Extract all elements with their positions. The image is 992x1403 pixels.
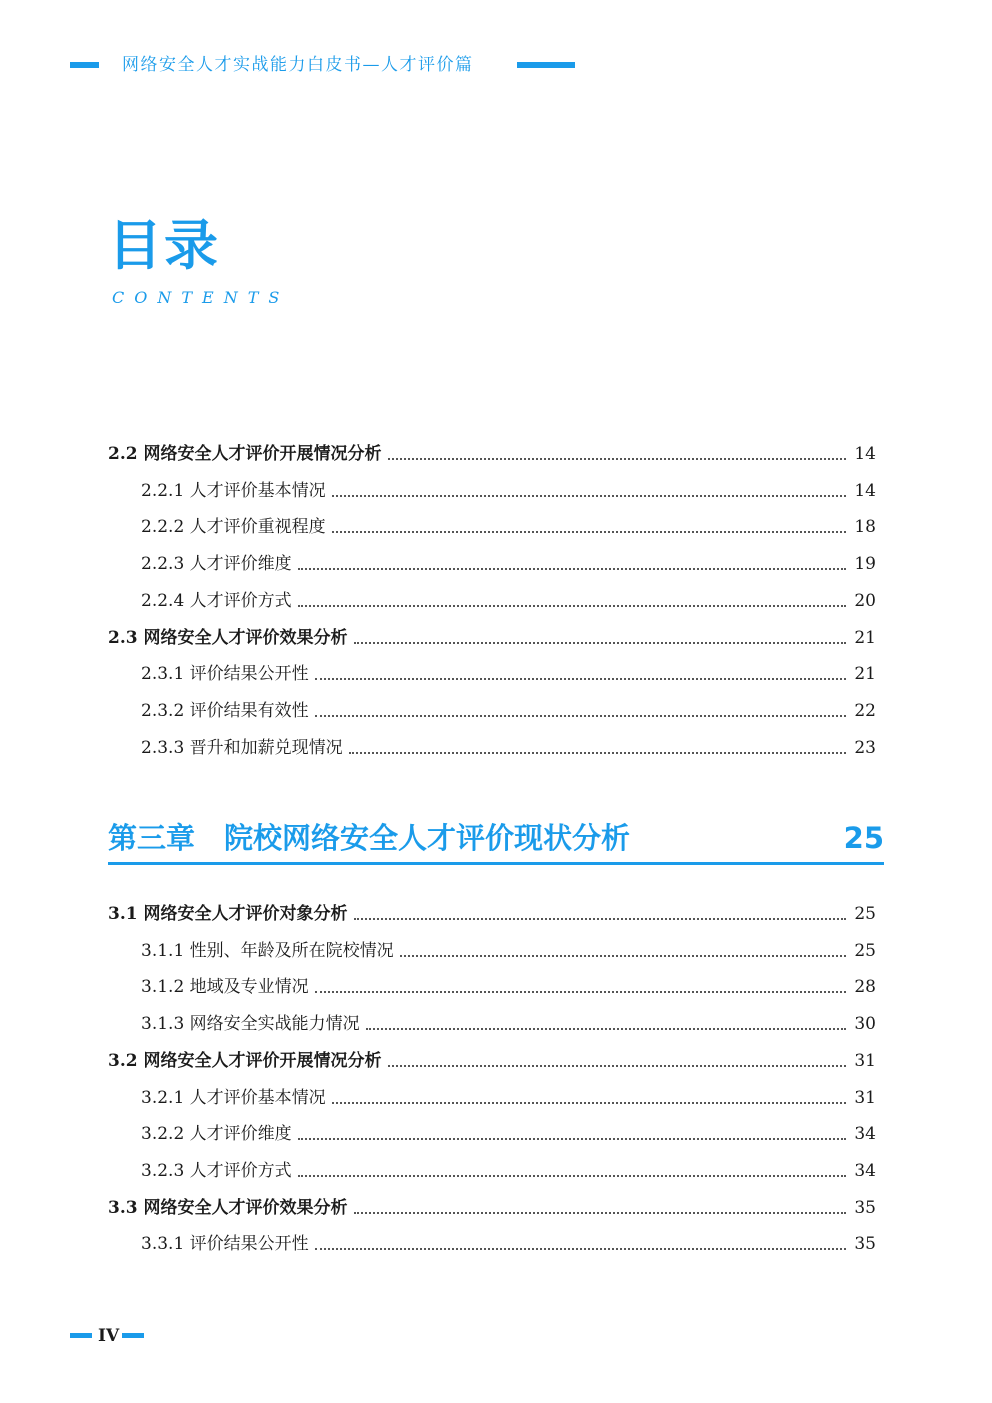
toc-section-entry[interactable] (108, 1049, 876, 1073)
toc-entry-label: 3.3 网络安全人才评价效果分析 (108, 1197, 348, 1218)
toc-entry-page: 34 (854, 1124, 876, 1145)
toc-dot-leader (298, 605, 846, 607)
toc-subsection-entry[interactable] (108, 736, 876, 760)
toc-entry-label: 2.2.1 人才评价基本情况 (141, 480, 326, 501)
toc-dot-leader (298, 1138, 846, 1140)
toc-dot-leader (354, 642, 847, 644)
toc-dot-leader (354, 1212, 847, 1214)
toc-entry-page: 20 (854, 590, 876, 611)
header-bar-right (517, 62, 575, 68)
toc-entry-page: 23 (854, 737, 876, 758)
toc-dot-leader (332, 531, 846, 533)
toc-entry-label: 2.2 网络安全人才评价开展情况分析 (108, 444, 382, 464)
page-footer (70, 1324, 150, 1348)
footer-bar-right (122, 1333, 144, 1338)
toc-entry-page: 25 (854, 940, 876, 961)
toc-subsection-entry[interactable] (108, 1232, 876, 1256)
toc-dot-leader (315, 991, 846, 993)
toc-entry-label: 2.3.1 评价结果公开性 (141, 664, 309, 685)
toc-entry-page: 35 (854, 1234, 876, 1255)
toc-subsection-entry[interactable] (108, 479, 876, 503)
toc-subsection-entry[interactable] (108, 1086, 876, 1110)
toc-entry-page: 21 (854, 664, 876, 685)
toc-entry-page: 34 (854, 1160, 876, 1181)
toc-section-entry[interactable] (108, 902, 876, 926)
toc-entry-label: 3.2.3 人才评价方式 (141, 1160, 292, 1181)
toc-subsection-entry[interactable] (108, 515, 876, 539)
toc-entry-label: 2.3 网络安全人才评价效果分析 (108, 627, 348, 648)
toc-entry-page: 35 (854, 1197, 876, 1218)
toc-dot-leader (315, 715, 846, 717)
toc-dot-leader (354, 918, 847, 920)
toc-dot-leader (388, 458, 847, 460)
footer-page-number: IV (98, 1326, 120, 1346)
toc-entry-label: 2.2.4 人才评价方式 (141, 590, 292, 611)
chapter-underline (108, 862, 884, 865)
toc-entry-label: 3.3.1 评价结果公开性 (141, 1234, 309, 1255)
toc-entry-page: 19 (854, 554, 876, 575)
header-title: 网络安全人才实战能力白皮书—人才评价篇 (122, 55, 474, 75)
toc-entry-page: 14 (854, 480, 876, 501)
toc-entry-page: 31 (854, 1087, 876, 1108)
toc-subsection-entry[interactable] (108, 975, 876, 999)
toc-entry-page: 18 (854, 517, 876, 538)
toc-entry-page: 28 (854, 977, 876, 998)
toc-entry-page: 14 (854, 444, 876, 464)
chapter-title: 第三章 院校网络安全人才评价现状分析 (108, 821, 631, 855)
toc-entry-page: 22 (854, 700, 876, 721)
toc-entry-label: 3.2.2 人才评价维度 (141, 1124, 292, 1145)
toc-dot-leader (388, 1065, 847, 1067)
toc-dot-leader (332, 1102, 846, 1104)
toc-dot-leader (315, 678, 846, 680)
toc-subsection-entry[interactable] (108, 1122, 876, 1146)
toc-subsection-entry[interactable] (108, 1012, 876, 1036)
toc-entry-label: 2.3.3 晋升和加薪兑现情况 (141, 737, 343, 758)
toc-entry-label: 3.1.1 性别、年龄及所在院校情况 (141, 940, 394, 961)
header-bar-left (70, 62, 99, 68)
page-subtitle: CONTENTS (112, 288, 290, 307)
toc-entry-page: 31 (854, 1050, 876, 1071)
toc-section-entry[interactable] (108, 626, 876, 650)
toc-entry-label: 3.1 网络安全人才评价对象分析 (108, 904, 348, 924)
toc-dot-leader (332, 495, 846, 497)
toc-subsection-entry[interactable] (108, 589, 876, 613)
toc-dot-leader (315, 1248, 846, 1250)
toc-section-entry[interactable] (108, 1196, 876, 1220)
toc-entry-label: 2.2.2 人才评价重视程度 (141, 517, 326, 538)
toc-entry-page: 25 (854, 904, 876, 924)
toc-dot-leader (400, 955, 846, 957)
toc-subsection-entry[interactable] (108, 662, 876, 686)
running-header (70, 52, 576, 78)
toc-dot-leader (298, 568, 846, 570)
toc-entry-page: 30 (854, 1014, 876, 1035)
toc-entry-page: 21 (854, 627, 876, 648)
toc-entry-label: 2.2.3 人才评价维度 (141, 554, 292, 575)
toc-entry-label: 3.1.3 网络安全实战能力情况 (141, 1014, 360, 1035)
toc-dot-leader (298, 1175, 846, 1177)
chapter-page-number: 25 (843, 821, 884, 855)
toc-entry-label: 3.2 网络安全人才评价开展情况分析 (108, 1050, 382, 1071)
toc-entry-label: 3.1.2 地域及专业情况 (141, 977, 309, 998)
toc-section-entry[interactable] (108, 442, 876, 466)
toc-dot-leader (349, 752, 846, 754)
toc-subsection-entry[interactable] (108, 939, 876, 963)
toc-subsection-entry[interactable] (108, 699, 876, 723)
toc-dot-leader (366, 1028, 846, 1030)
page-title: 目录 (108, 214, 220, 277)
toc-subsection-entry[interactable] (108, 552, 876, 576)
footer-bar-left (70, 1333, 92, 1338)
toc-entry-label: 3.2.1 人才评价基本情况 (141, 1087, 326, 1108)
toc-subsection-entry[interactable] (108, 1159, 876, 1183)
toc-entry-label: 2.3.2 评价结果有效性 (141, 700, 309, 721)
chapter-heading[interactable] (108, 818, 884, 864)
